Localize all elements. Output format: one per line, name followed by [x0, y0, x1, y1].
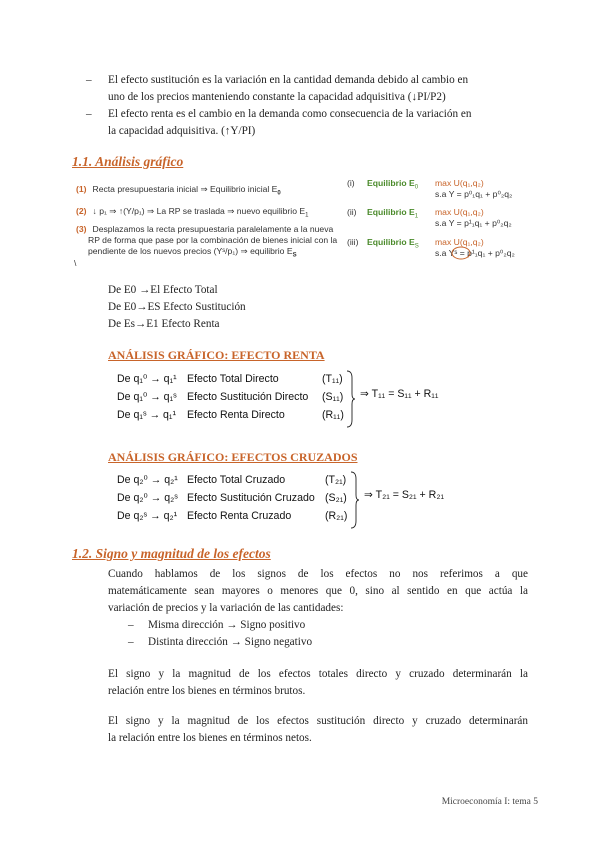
paragraph-brutos	[108, 666, 528, 700]
bullet-dash: –	[128, 636, 134, 648]
step-text: pendiente de los nuevos precios (Yˢ/p₁) ⇒ equilibrio E	[88, 246, 293, 256]
eq-sub: 1	[414, 213, 419, 220]
diagram-step-1	[76, 184, 281, 200]
row-from: De q₂ˢ → q₂¹	[117, 510, 178, 522]
bullet-income	[86, 106, 538, 140]
equilibrium-0-formula	[435, 178, 512, 200]
paragraph-line: variación de precios y la variación de las cantidades:	[108, 602, 344, 614]
subbullet-item: Distinta dirección → Signo negativo	[148, 636, 313, 648]
eq-st: s.a Y = p¹₁q₁ + p⁰₂q₂	[435, 218, 512, 228]
effects-list-item: De E0→ES Efecto Sustitución	[108, 301, 246, 313]
step-number: (2)	[76, 206, 87, 216]
eq-st: s.a Y = p⁰₁q₁ + p⁰₂q₂	[435, 189, 513, 199]
row-from: De q₂⁰ → q₂¹	[117, 474, 178, 486]
paragraph-line: la relación entre los bienes en términos netos.	[108, 732, 312, 744]
step-sub: S	[292, 252, 297, 259]
eq-max: max U(q₁,q₂)	[435, 178, 484, 188]
diagram-step-3	[76, 224, 337, 262]
bullet-line: la capacidad adquisitiva. (↑Y/PI)	[108, 125, 256, 137]
row-code: (R₁₁)	[322, 409, 344, 421]
step-number: (3)	[76, 224, 87, 234]
equilibrium-1-formula	[435, 207, 512, 229]
effects-list	[108, 282, 246, 333]
equilibrium-0	[347, 178, 418, 194]
row-label: Efecto Renta Directo	[187, 409, 285, 421]
row-label: Efecto Sustitución Directo	[187, 391, 309, 403]
row-from: De q₁⁰ → q₁ˢ	[117, 391, 177, 403]
step-text: RP de forma que pase por la combinación de bienes inicial con la	[88, 235, 338, 245]
subbullet-item: Misma dirección → Signo positivo	[148, 619, 306, 631]
step-text: Recta presupuestaria inicial ⇒ Equilibrio inicial E	[92, 184, 278, 194]
eq-name: Equilibrio E	[367, 178, 415, 188]
paragraph-line: matemáticamente sean mayores o menores que 0, sino al sentido en que actúa la	[108, 585, 528, 597]
ys-circle-icon	[450, 246, 472, 260]
cruzados-result: ⇒ T₂₁ = S₂₁ + R₂₁	[364, 489, 445, 501]
equilibrium-s	[347, 237, 419, 253]
row-from: De q₁⁰ → q₁¹	[117, 373, 177, 385]
step-sub: 0	[277, 190, 281, 197]
row-code: (R₂₁)	[325, 510, 348, 522]
brace-icon	[350, 471, 360, 529]
row-label: Efecto Total Cruzado	[187, 474, 286, 486]
renta-result: ⇒ T₁₁ = S₁₁ + R₁₁	[360, 388, 439, 400]
paragraph-line: El signo y la magnitud de los efectos sustitución directo y cruzado determinarán	[108, 715, 528, 727]
eq-st: s.a Yˢ = p¹₁q₁ + p⁰₂q₂	[435, 248, 515, 258]
diagram-mark: \	[74, 258, 77, 268]
eq-sub: 0	[414, 184, 419, 191]
effects-list-item: De E0 →El Efecto Total	[108, 284, 218, 296]
section-title-grafico: 1.1. Análisis gráfico	[72, 154, 184, 169]
diagram-step-2	[76, 206, 308, 222]
heading-efecto-renta: ANÁLISIS GRÁFICO: EFECTO RENTA	[108, 348, 325, 362]
paragraph-signos	[108, 566, 528, 617]
eq-name: Equilibrio E	[367, 237, 415, 247]
bullet-line: El efecto renta es el cambio en la demanda como consecuencia de la variación en	[108, 108, 472, 120]
bullet-dash: –	[86, 108, 92, 120]
bullet-dash: –	[128, 619, 134, 631]
paragraph-netos	[108, 713, 528, 747]
paragraph-line: El signo y la magnitud de los efectos totales directo y cruzado determinarán la	[108, 668, 528, 680]
step-number: (1)	[76, 184, 87, 194]
subbullets	[128, 617, 313, 651]
row-label: Efecto Total Directo	[187, 373, 279, 385]
row-code: (S₁₁)	[322, 391, 344, 403]
equilibrium-1	[347, 207, 418, 223]
step-sub: 1	[305, 212, 309, 219]
renta-row-1	[117, 370, 344, 424]
row-label: Efecto Renta Cruzado	[187, 510, 292, 522]
page-footer: Microeconomía I: tema 5	[441, 797, 538, 807]
paragraph-line: relación entre los bienes en términos brutos.	[108, 685, 306, 697]
eq-max: max U(q₁,q₂)	[435, 237, 484, 247]
step-text: Desplazamos la recta presupuestaria paralelamente a la nueva	[92, 224, 334, 234]
step-text: ↓ p₁ ⇒ ↑(Y/p₁) ⇒ La RP se traslada ⇒ nuevo equilibrio E	[92, 206, 306, 216]
row-label: Efecto Sustitución Cruzado	[187, 492, 315, 504]
eq-max: max U(q₁,q₂)	[435, 207, 484, 217]
eq-label: (iii)	[347, 237, 359, 247]
section-title-signo: 1.2. Signo y magnitud de los efectos	[72, 546, 271, 561]
cruzados-rows	[117, 471, 347, 525]
paragraph-line: Cuando hablamos de los signos de los efectos no nos referimos a que	[108, 568, 528, 580]
bullet-dash: –	[86, 74, 92, 86]
row-from: De q₂⁰ → q₂ˢ	[117, 492, 178, 504]
row-code: (S₂₁)	[325, 492, 347, 504]
heading-efectos-cruzados: ANÁLISIS GRÁFICO: EFECTOS CRUZADOS	[108, 450, 358, 464]
row-code: (T₂₁)	[325, 474, 347, 486]
bullet-substitution	[86, 72, 538, 106]
bullet-line: uno de los precios manteniendo constante la capacidad adquisitiva (↓PI/P2)	[108, 91, 446, 103]
eq-name: Equilibrio E	[367, 207, 415, 217]
equilibrium-s-formula	[435, 237, 515, 259]
row-from: De q₁ˢ → q₁¹	[117, 409, 177, 421]
eq-label: (ii)	[347, 207, 357, 217]
eq-label: (i)	[347, 178, 355, 188]
effects-list-item: De Es→E1 Efecto Renta	[108, 318, 220, 330]
brace-icon	[346, 370, 356, 428]
row-code: (T₁₁)	[322, 373, 343, 385]
eq-sub: S	[414, 243, 419, 250]
bullet-line: El efecto sustitución es la variación en la cantidad demanda debido al cambio en	[108, 74, 469, 86]
